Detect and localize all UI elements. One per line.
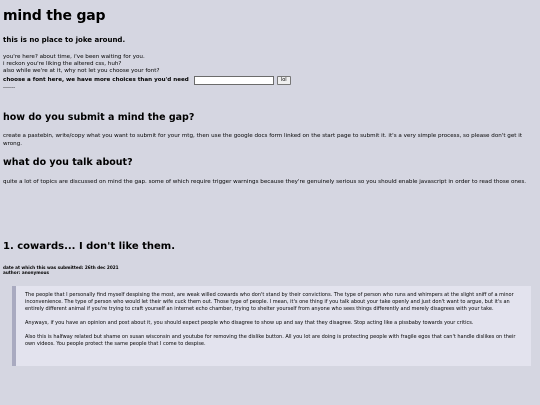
post-date: date at which this was submitted: 26th dec 2021 (3, 265, 119, 270)
font-chooser (3, 76, 291, 85)
post-paragraph: The people that I personally find myself despising the most, are weak willed cowards who don't stand by their convictions. The type of person who runs and whimpers at the slight sniff of a minor inconvenience. The type of person who would let their wife cuck them out. Those type of people. I mean, it's one thing if you talk about your take openly and just don't want to argue, but it's an entirely different animal if you're trying to craft yourself an internet echo chamber, trying to shelter yourself from anyone who sees things differently and merely disagrees with your take. (25, 292, 514, 312)
page-title: mind the gap (3, 8, 106, 24)
submit-body: create a pastebin, write/copy what you want to submit for your mtg, then use the google docs form linked on the start page to submit it. it's a very simple process, so please don't get it wrong. (3, 133, 523, 147)
intro-line: also while we're at it, why not let you choose your font? (3, 68, 160, 74)
submit-heading: how do you submit a mind the gap? (3, 112, 195, 123)
post-paragraph: Also this is halfway related but shame on susan wisconsin and youtube for removing the dislike button. All you lot are doing is protecting people with fragile egos that can't handle dislikes on their own videos. You people protect the same people that I come to despise. (25, 334, 516, 347)
page-subtitle: this is no place to joke around. (3, 36, 126, 44)
post-body (12, 286, 531, 366)
divider-text: ------ (3, 85, 16, 91)
post-author: author: anonymous (3, 270, 49, 275)
font-input[interactable] (194, 76, 274, 85)
intro-line: i reckon you're liking the altered css, huh? (3, 61, 122, 67)
post-meta (3, 265, 119, 275)
font-apply-button[interactable]: lol (277, 76, 291, 85)
font-chooser-label: choose a font here, we have more choices than you'd need (3, 77, 189, 83)
intro-block (3, 54, 291, 92)
intro-line: you're here? about time, i've been waiting for you. (3, 54, 145, 60)
talk-body: quite a lot of topics are discussed on mind the gap. some of which require trigger warnings because they're genuinely serious so you should enable javascript in order to read those ones. (3, 179, 527, 185)
post-title: 1. cowards... I don't like them. (3, 241, 176, 252)
talk-heading: what do you talk about? (3, 157, 133, 168)
post-paragraph: Anyways, if you have an opinion and post about it, you should expect people who disagree to show up and say that they disagree. Stop acting like a pissbaby towards your critics. (25, 320, 474, 326)
